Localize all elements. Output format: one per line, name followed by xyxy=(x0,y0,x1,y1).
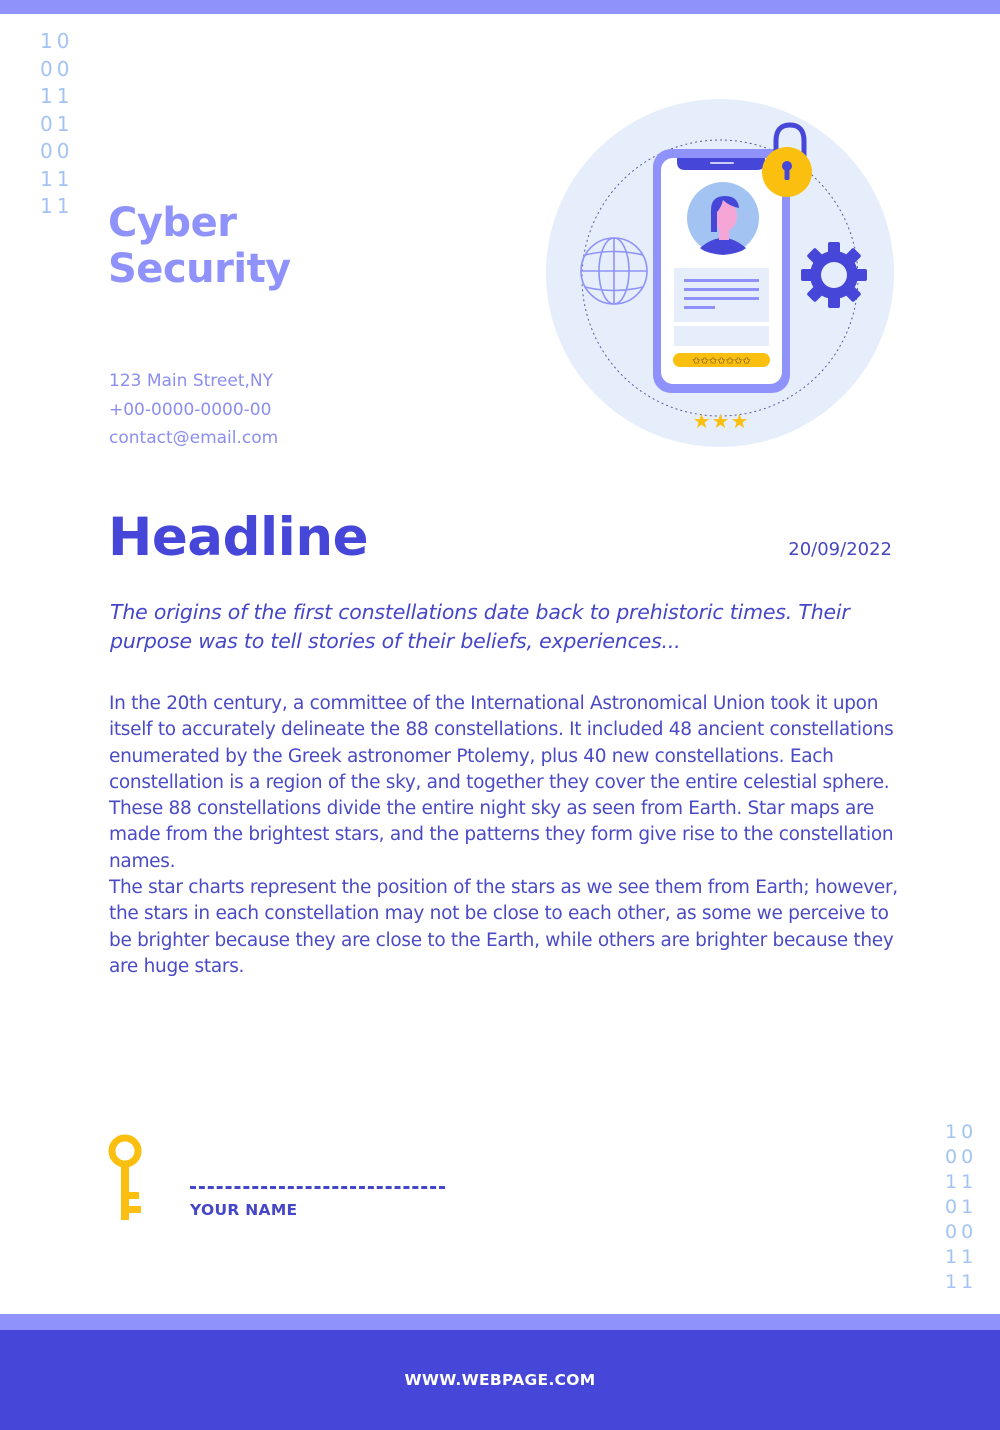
svg-text:✩✩✩✩✩✩✩: ✩✩✩✩✩✩✩ xyxy=(692,356,751,367)
rating-stars: ★★★ xyxy=(692,409,750,433)
footer-accent-band xyxy=(0,1314,1000,1330)
brand-line-1: Cyber xyxy=(108,200,237,246)
brand-line-2: Security xyxy=(108,246,291,292)
binary-decoration-bottom-right xyxy=(945,1120,977,1295)
binary-row: 11 xyxy=(40,166,74,191)
contact-address: 123 Main Street,NY xyxy=(109,371,273,391)
binary-row: 10 xyxy=(40,29,74,53)
headline: Headline xyxy=(108,507,369,568)
brand-title xyxy=(108,200,291,292)
binary-row: 00 xyxy=(945,1221,978,1243)
body-paragraph: The star charts represent the position of the stars as we see them from Earth; however, the stars in each constellation may not be close to each other, as some we perceive to be brighter because they are close to the Earth, while others are brighter because they are huge stars. xyxy=(109,877,898,977)
binary-row: 01 xyxy=(40,111,74,136)
globe-icon xyxy=(581,238,647,304)
article-date: 20/09/2022 xyxy=(788,539,892,560)
binary-row: 11 xyxy=(40,84,74,108)
article-body xyxy=(109,691,909,980)
body-paragraph: These 88 constellations divide the entire night sky as seen from Earth. Star maps are made from the brightest stars, and the patterns they form give rise to the constellation names. xyxy=(109,798,894,872)
binary-decoration-top-left xyxy=(40,28,73,221)
binary-row: 11 xyxy=(945,1271,978,1293)
signature-name: YOUR NAME xyxy=(190,1201,298,1219)
footer-website-link[interactable]: WWW.WEBPAGE.COM xyxy=(404,1371,596,1389)
binary-row: 00 xyxy=(945,1146,978,1168)
binary-row: 00 xyxy=(40,56,74,81)
binary-row: 01 xyxy=(945,1196,978,1218)
security-illustration xyxy=(545,98,895,448)
body-paragraph: In the 20th century, a committee of the International Astronomical Union took it upon itself to accurately delineate the 88 constellations. It included 48 ancient constellations enumerated by the Greek astronomer Ptolemy, plus 40 new constellations. Each constellation is a region of the sky, and together they cover the entire celestial sphere. xyxy=(109,693,894,793)
top-accent-band xyxy=(0,0,1000,14)
binary-row: 11 xyxy=(945,1171,978,1193)
footer xyxy=(0,1330,1000,1430)
binary-row: 00 xyxy=(40,139,74,163)
key-icon xyxy=(106,1134,146,1222)
contact-phone: +00-0000-0000-00 xyxy=(109,399,272,420)
binary-row: 10 xyxy=(945,1121,978,1143)
binary-row: 11 xyxy=(945,1246,978,1268)
signature-line xyxy=(190,1186,445,1189)
contact-email[interactable]: contact@email.com xyxy=(109,428,279,448)
binary-row: 11 xyxy=(40,194,74,218)
gear-icon xyxy=(801,242,867,308)
contact-info xyxy=(109,367,278,453)
lead-paragraph: The origins of the first constellations date back to prehistoric times. Their purpose was to tell stories of their beliefs, experiences... xyxy=(110,600,850,653)
